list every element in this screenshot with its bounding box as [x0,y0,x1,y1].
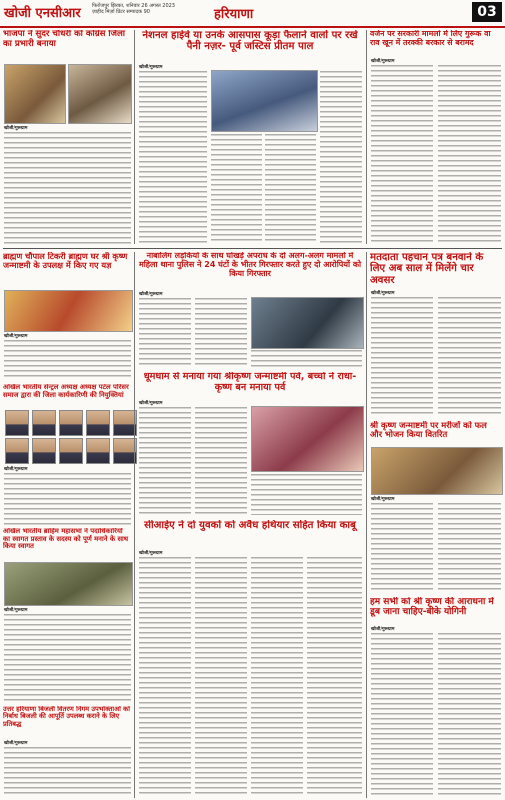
article-headline: धूमधाम से मनाया गया श्रीकृष्ण जन्माष्टमी पर्व, बच्चों ने राधा-कृष्ण बन मनाया पर्व [143,372,357,393]
article-photo [251,406,364,472]
article-byline: खोजी/गुरूग्राम [4,741,28,746]
masthead [0,0,505,28]
article-headline: नेशनल हाईवे या उनके आसपास कूड़ा फैलाने वालों पर रखे पैनी नज़र- पूर्व जस्टिस प्रीतम पाल [142,30,358,53]
article-photo [4,562,133,606]
article-photo [68,64,132,124]
masthead-editor-line: ज़ाहीद मिर्ज़ा प्रिंटर सम्पादक 90 [92,9,150,15]
article-headline: वर्जन पर सरकारी मामलों में लिए गुरूक वा राव खून में तरक्की बरकार से बरामद [370,30,491,47]
column-divider [134,30,135,244]
article-byline: खोजी/गुरूग्राम [139,551,163,556]
article-byline: खोजी/गुरूग्राम [4,126,28,131]
article-photo [4,64,66,124]
article-text [251,474,362,515]
article-text [195,407,247,515]
article-text [371,65,433,244]
article-text [195,557,247,797]
article-text [371,633,433,797]
article-text [139,557,191,797]
article-headline: अखिल भारतीय ब्राहिम महासभा ने पदाधिकारियों का स्वागत प्रस्ताव के सदस्य को पूर्ण मनाने के साथ किया स्वागत [3,528,129,551]
page-number: 03 [472,2,502,22]
article-byline: खोजी/गुरूग्राम [4,467,28,472]
article-byline: खोजी/गुरूग्राम [4,334,28,339]
article-text [139,71,207,244]
article-headline: हम सभी को श्री कृष्ण की आराधना में डूब जाना चाहिए-बीके योगिनी [370,597,494,618]
article-text [438,65,501,244]
article-headline: अखिल भारतीय सेन्ट्रल अध्यक्ष अध्यक्ष पटेल परिसर समाज द्वारा की जिला कार्यकारिणी की नियुक्तियां [3,384,129,399]
article-headline: सीआईए ने दो युवकों को अवैध हथियार सहित किया काबू [144,520,356,531]
article-text [438,503,501,593]
member-photos [5,438,137,464]
masthead-date-line: फिरोजपुर झिरका, शनिवार 26 अगस्त 2023 [92,3,175,9]
member-photo [32,438,56,464]
article-byline: खोजी/गुरूग्राम [139,401,163,406]
article-text [4,473,131,525]
member-photo [5,438,29,464]
article-text [4,747,131,797]
article-text [4,340,131,380]
column-divider [366,30,367,244]
article-headline: मतदाता पहचान पत्र बनवाने के लिए अब साल में मिलेंगे चार अवसर [370,252,484,286]
article-photo [4,290,133,332]
section-title: हरियाणा [214,7,254,22]
section-divider [3,248,502,249]
article-text [371,503,433,593]
article-text [320,71,362,244]
article-byline: खोजी/गुरूग्राम [371,497,395,502]
member-photo [59,438,83,464]
article-headline: उत्तर हरियाणा बिजली वितरण निगम उपभोक्ताओं को निर्बाध बिजली की आपूर्ति उपलब्ध कराने के लिए प्रतिबद्ध [3,706,130,728]
article-photo [371,447,503,495]
article-byline: खोजी/गुरूग्राम [371,627,395,632]
column-divider [134,252,135,798]
member-photo [59,410,83,436]
article-byline: खोजी/गुरूग्राम [139,65,163,70]
member-photo [5,410,29,436]
article-text [251,557,303,797]
article-text [251,350,362,368]
masthead-info [92,3,212,15]
article-text [265,134,316,244]
article-photo [251,297,364,349]
article-byline: खोजी/गुरूग्राम [139,292,163,297]
member-photos [5,410,137,436]
newspaper-name: खोजी एनसीआर [4,6,81,21]
article-text [371,297,433,417]
article-text [4,132,131,244]
article-photo [211,70,318,132]
article-headline: श्री कृष्ण जन्माष्टमी पर मरीजों को फल और भोजन किया वितरित [370,421,487,440]
article-text [307,557,362,797]
member-photo [86,410,110,436]
column-divider [366,252,367,798]
article-byline: खोजी/गुरूग्राम [371,59,395,64]
article-text [438,633,501,797]
article-headline: भाजपा ने सुंदर चौधरी को कोंग्रेस जिला का प्रभारी बनाया [3,30,126,49]
article-text [139,298,191,368]
article-text [211,134,262,244]
article-text [139,407,191,515]
article-text [4,614,131,702]
article-headline: ब्राह्मण चौपाल टिकरी ब्राह्मण घर श्री कृष्ण जन्माष्टमी के उपलक्ष में किए गए यज्ञ [3,252,128,271]
article-text [195,298,247,368]
article-byline: खोजी/गुरूग्राम [4,608,28,613]
article-headline: नाबालिग लड़कियों के साथ घोखड़े अपराध के दो अलग-अलग मामलों में महिला थाना पुलिस ने 24 घंटों के भीतर गिरफ्तार करते हुए दो आरोपियों को किया गिरफ्तार [138,252,362,278]
article-text [438,297,501,417]
member-photo [32,410,56,436]
member-photo [86,438,110,464]
article-byline: खोजी/गुरूग्राम [371,291,395,296]
